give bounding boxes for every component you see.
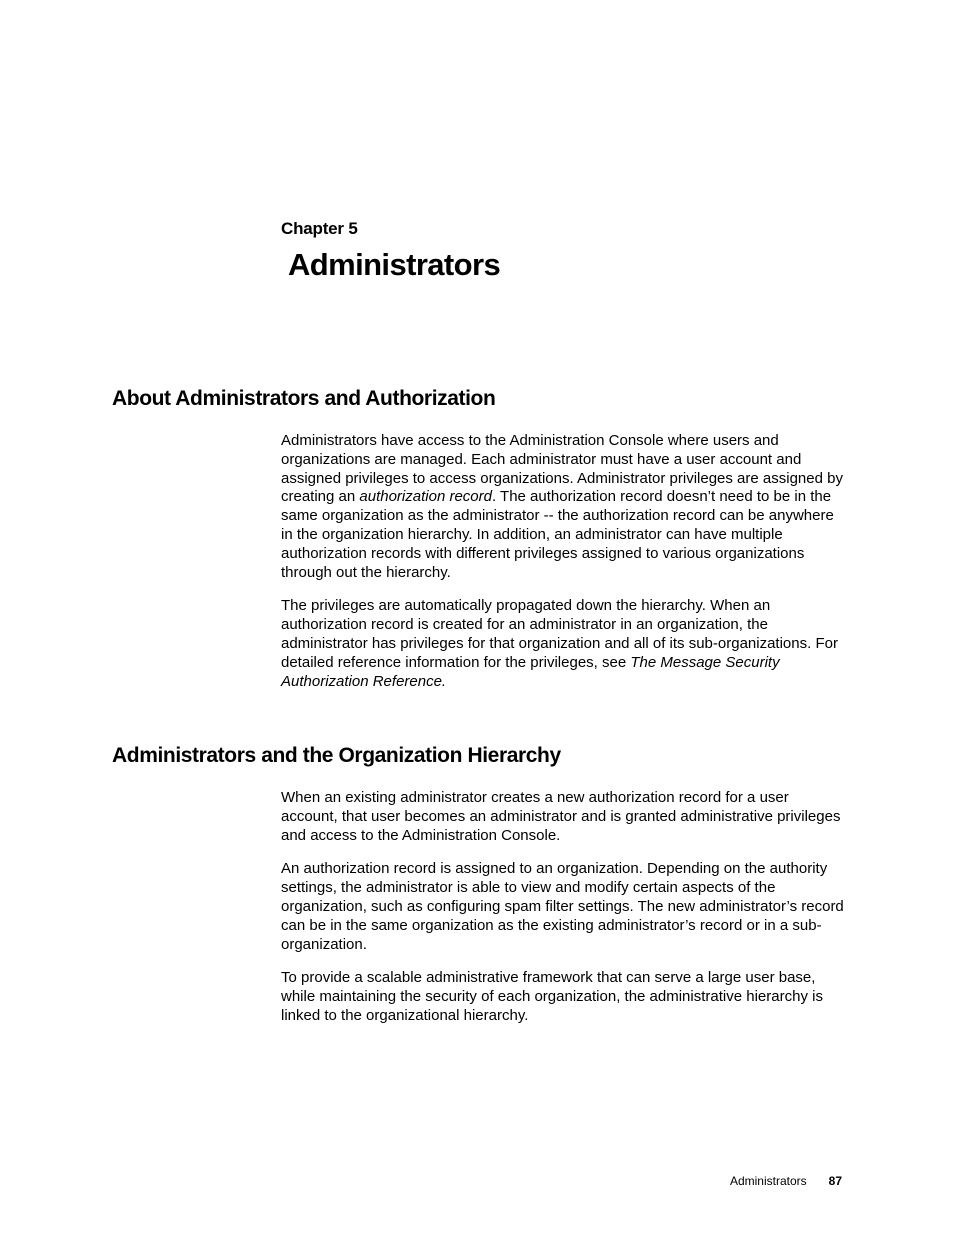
page-footer — [600, 1174, 842, 1188]
paragraph: When an existing administrator creates a new authorization record for a user account, that user becomes an administrator and is granted administrative privileges and access to the Administration Console. — [281, 789, 841, 844]
paragraph-text: Administrators have access to the Administration Console where users and organizations are managed. Each administrator must have a user account and assigned privileges to access organizations. Administrator privileges are assigned by creating an — [281, 432, 843, 506]
footer-section-name: Administrators — [729, 1174, 807, 1188]
paragraph-text: The privileges are automatically propagated down the hierarchy. When an authorization record is created for an administrator in an organization, the administrator has privileges for that organization and all of its sub-organizations. For detailed reference information for the privileges, see — [281, 597, 838, 671]
section-body-organization-hierarchy — [281, 789, 847, 1026]
paragraph — [281, 597, 847, 691]
paragraph: To provide a scalable administrative framework that can serve a large user base, while maintaining the security of each organization, the administrative hierarchy is linked to the organizational hierarchy. — [281, 969, 823, 1024]
section-body-about-administrators — [281, 432, 847, 691]
emphasis-authorization-record: authorization record — [359, 488, 492, 506]
section-heading-about-administrators: About Administrators and Authorization — [112, 387, 496, 410]
section-heading-organization-hierarchy: Administrators and the Organization Hierarchy — [112, 744, 561, 767]
paragraph-text: . The authorization record doesn’t need to be in the same organization as the administrator -- the authorization record can be anywhere in the organization hierarchy. In addition, an administrator can have multiple authorization records with different privileges assigned to various organizations through out the hierarchy. — [281, 488, 834, 581]
reference-link-text: The Message Security Authorization Reference. — [281, 653, 780, 690]
chapter-label: Chapter 5 — [281, 219, 358, 238]
chapter-title: Administrators — [288, 247, 501, 282]
paragraph — [281, 432, 847, 582]
paragraph: An authorization record is assigned to an organization. Depending on the authority settings, the administrator is able to view and modify certain aspects of the organization, such as configuring spam filter settings. The new administrator’s record can be in the same organization as the existing administrator’s record or in a sub-organization. — [281, 860, 844, 953]
page-number: 87 — [828, 1174, 842, 1188]
